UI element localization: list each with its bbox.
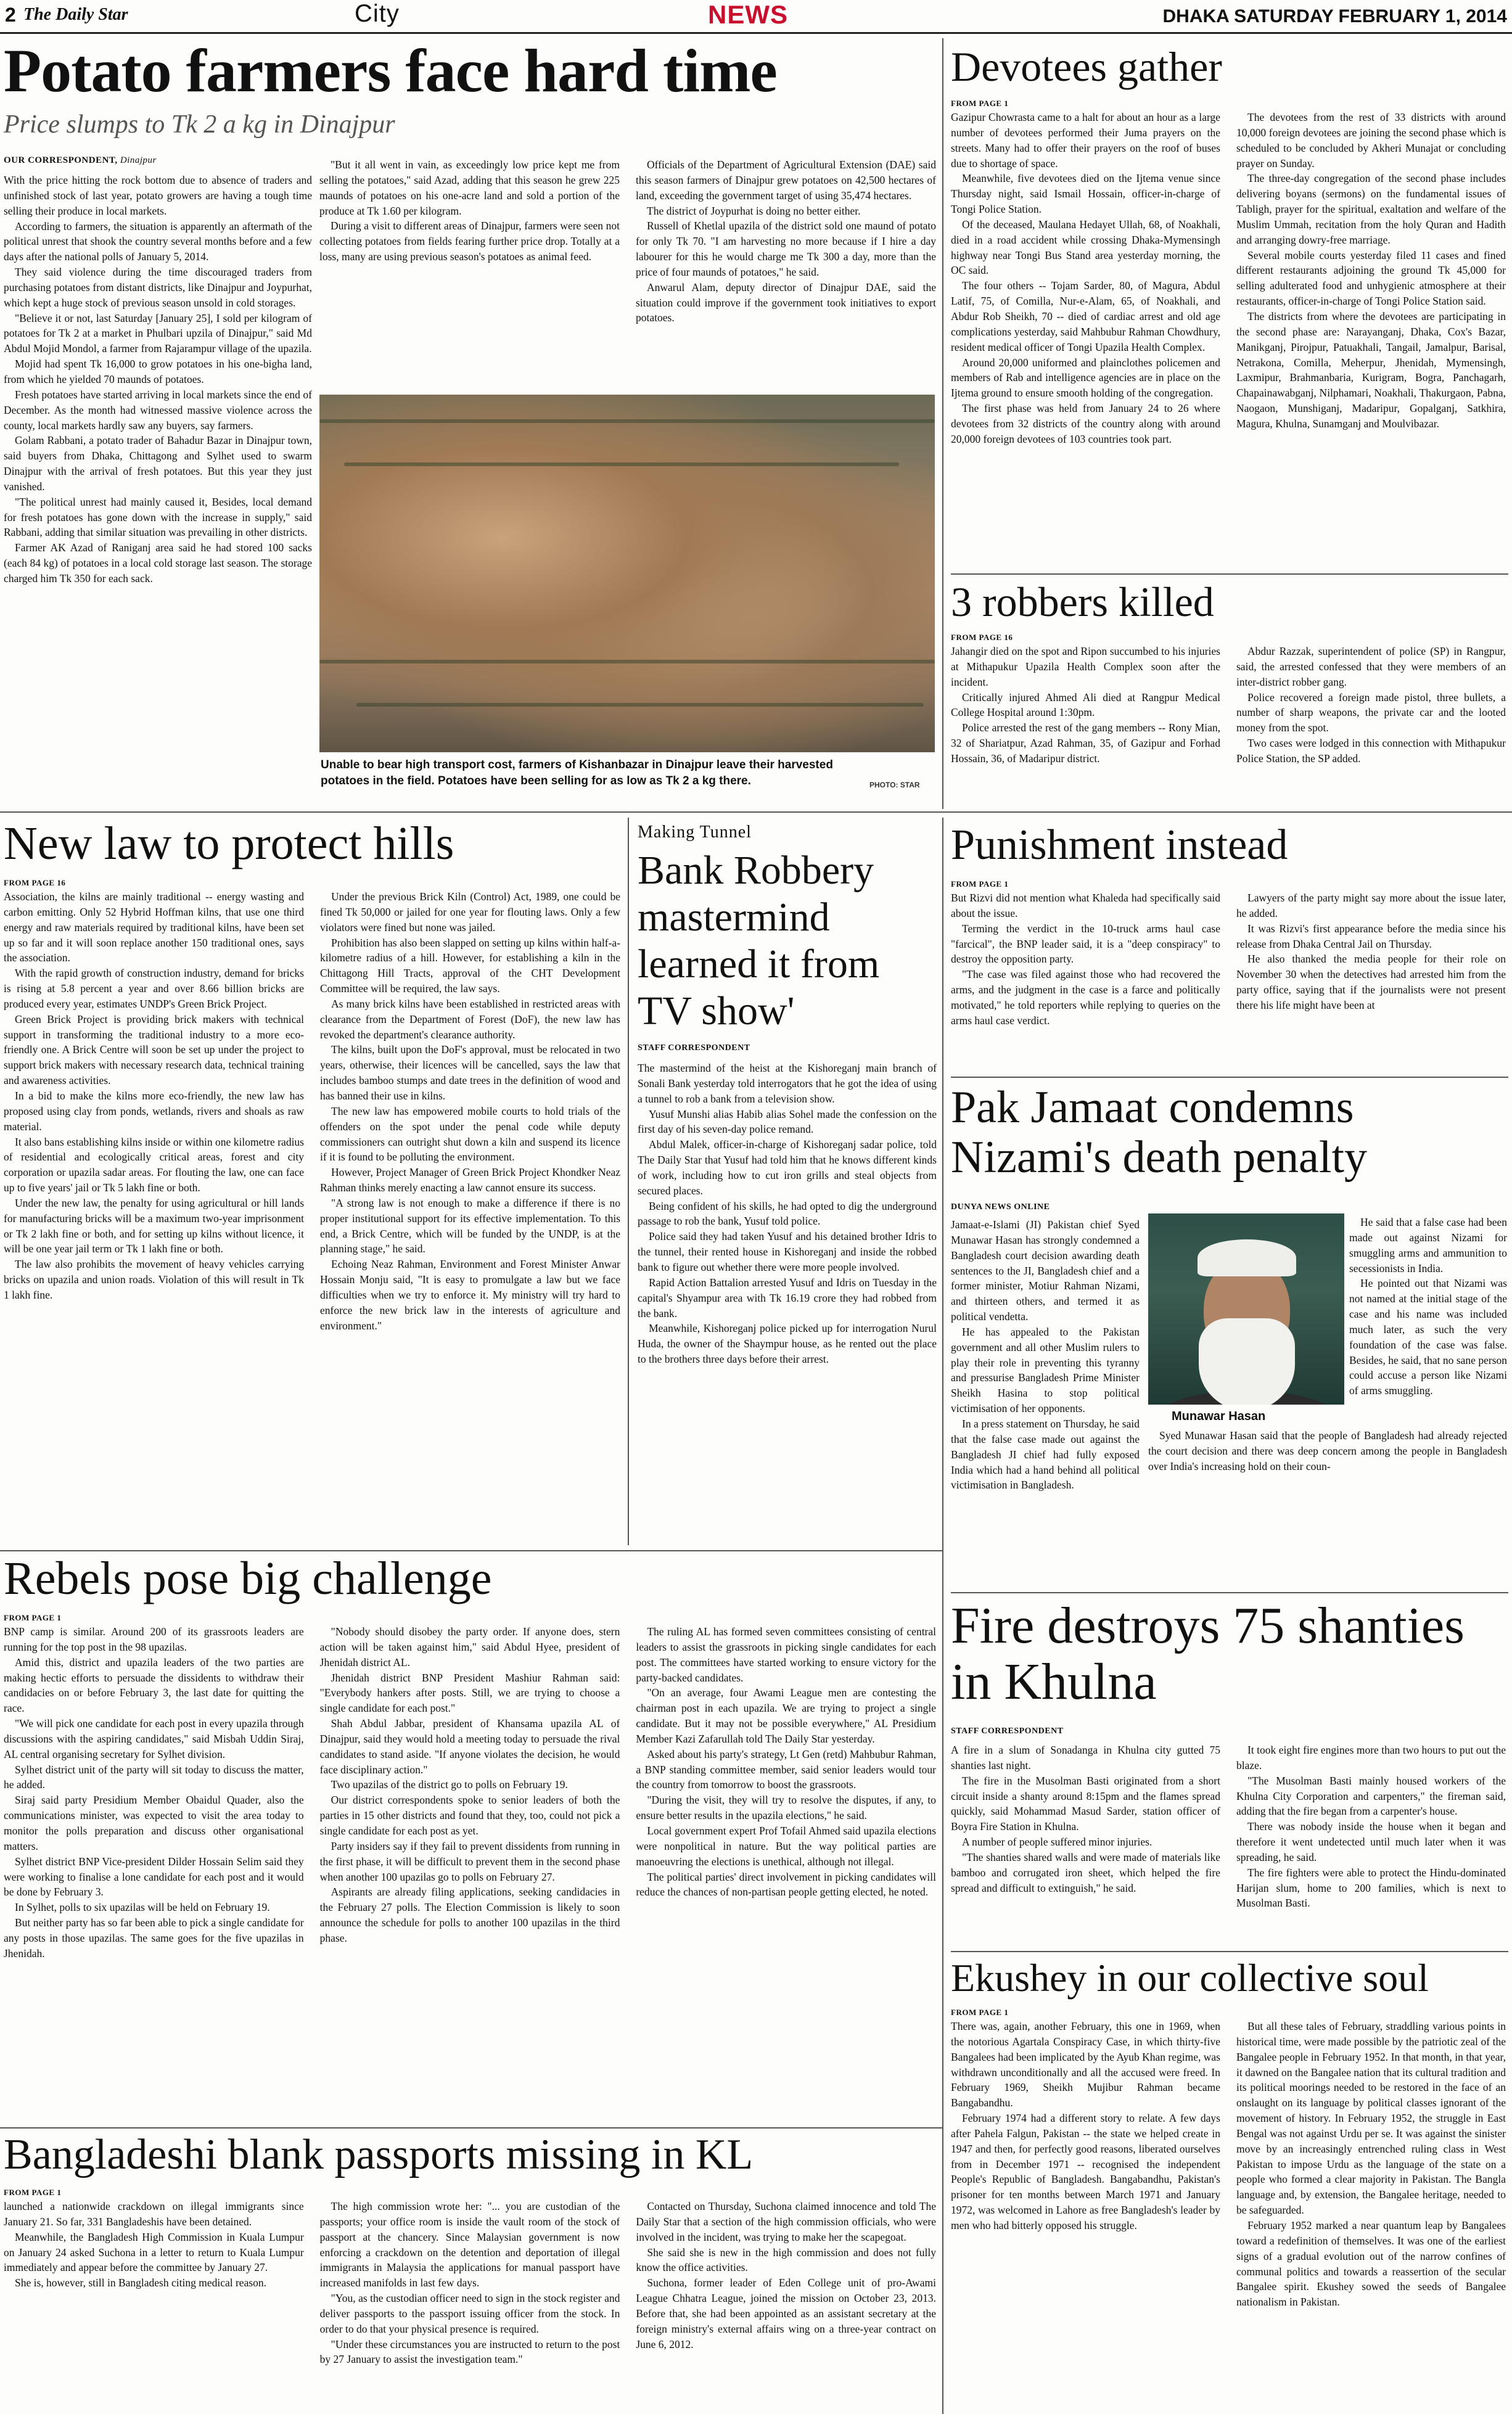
punishment-columns (951, 890, 1506, 1069)
column-rule (628, 818, 629, 1545)
paragraph: He said that a false case had been made out against Nizami for smuggling arms and ammunition to secessionists in India. (1349, 1216, 1507, 1275)
dateline: DHAKA SATURDAY FEBRUARY 1, 2014 (1162, 6, 1507, 27)
paragraph: The political parties' direct involvement in picking candidates will reduce the chances of non-partisan people getting elected, he noted. (636, 1870, 937, 1899)
rebels-columns (4, 1624, 936, 2124)
paragraph: Meanwhile, the Bangladesh High Commission in Kuala Lumpur on January 24 asked Suchona in a letter to return to Kuala Lumpur immediately and appear before the committee by January 27. (4, 2230, 304, 2274)
paragraph: Shah Abdul Jabbar, president of Khansama upazila AL of Dinajpur, said they would hold a meeting today to persuade the rival candidates to stand aside. "If anyone violates the decision, he would face disciplinary action." (319, 1717, 620, 1776)
paragraph: "You, as the custodian officer need to sign in the stock register and deliver passports to the passport issuing officer from the stock. In order to do that your physical presence is required. (319, 2292, 620, 2335)
paragraph: February 1952 marked a near quantum leap by Bangalees toward a redefinition of themselves. It was one of the earliest signs of a gradual evolution out of the narrow confines of communal politics and towards a reassertion of the secular Bangalee spirit. Ekushey sowed the seeds of Bangalee nationalism in Pakistan. (1236, 2219, 1506, 2309)
paragraph: Anwarul Alam, deputy director of Dinajpur DAE, said the situation could improve if the government took initiatives to export potatoes. (636, 281, 936, 324)
paragraph: Jahangir died on the spot and Ripon succumbed to his injuries at Mithapukur Upazila Health Complex soon after the incident. (951, 645, 1220, 688)
paragraph: With the rapid growth of construction industry, demand for bricks is rising at 5.8 percent a year and over 8.66 billion bricks are produced every year, estimates UNDP's Green Brick Project. (4, 967, 304, 1010)
paragraph: Abdul Malek, officer-in-charge of Kishoreganj sadar police, told The Daily Star that Yusuf had told him that he knows different kinds of work, including how to cut iron grills and steal objects from secured places. (638, 1138, 937, 1197)
paragraph: Fresh potatoes have started arriving in local markets since the end of December. As the month had witnessed massive violence across the county, local markets hardly saw any buyers, say farmers. (4, 388, 312, 432)
paragraph: There was, again, another February, this one in 1969, when the notorious Agartala Conspiracy Case, in which thirty-five Bangalees had been implicated by the Ayub Khan regime, was withdrawn unconditionally and all the accused were freed. In February 1969, Sheikh Mujibur Rahman became Bangabandhu. (951, 2020, 1220, 2109)
potato-photo-caption: Unable to bear high transport cost, farmers of Kishanbazar in Dinajpur leave their harvested potatoes in the field. Potatoes have been selling for as low as Tk 2 a kg there. (321, 758, 833, 787)
paragraph: The law also prohibits the movement of heavy vehicles carrying bricks on upazila and union roads. Violation of this will result in Tk 1 lakh fine. (4, 1258, 304, 1301)
field-row (344, 462, 899, 466)
ekushey-col1 (951, 2019, 1220, 2411)
paragraph: February 1974 had a different story to relate. A few days after Pahela Falgun, Pakistan -- the state we helped create in 1947 and then, for perfectly good reasons, liberated ourselves from in December 1971 -- recognised the independent People's Republic of Bangladesh. Bangabandhu, Pakistan's prisoner for ten months between March 1971 and January 1972, was welcomed in Lahore as free Bangladesh's leader by men who had bitterly opposed his struggle. (951, 2112, 1220, 2231)
paragraph: Russell of Khetlal upazila of the district sold one maund of potato for only Tk 70. "I am harvesting no more because if I hire a day labourer for this he would charge me Tk 300 a day, more than the price of four maunds of potatoes," he said. (636, 220, 936, 278)
devotees-columns (951, 110, 1506, 551)
paragraph: Party insiders say if they fail to prevent dissidents from running in the first phase, it will be difficult to prevent them in the second phase when another 100 upazilas go to polls on February 27. (319, 1839, 620, 1883)
rebels-col1 (4, 1624, 304, 2124)
paragraph: Lawyers of the party might say more about the issue later, he added. (1236, 892, 1506, 919)
bank-kicker: Making Tunnel (638, 823, 752, 842)
paragraph: Rapid Action Battalion arrested Yusuf and Idris on Tuesday in the capital's Shyampur area with Tk 16.19 crore they had robbed from the bank. (638, 1276, 937, 1320)
munawar-hasan-photo (1148, 1213, 1344, 1405)
paragraph: Yusuf Munshi alias Habib alias Sohel made the confession on the first day of his seven-day police remand. (638, 1107, 937, 1136)
paragraph: Around 20,000 uniformed and plainclothes policemen and members of Rab and intelligence agencies are in place on the Ijtema ground to ensure smooth holding of the congregation. (951, 356, 1220, 400)
punishment-headline: Punishment instead (951, 821, 1288, 869)
paragraph: Police arrested the rest of the gang members -- Rony Mian, 32 of Shariatpur, Azad Rahman, 35, of Gazipur and Forhad Hossain, 36, of Madaripur district. (951, 721, 1220, 765)
jamaat-photo-caption: Munawar Hasan (1172, 1410, 1266, 1423)
hills-jump: FROM PAGE 16 (4, 878, 66, 887)
article-rule (951, 1951, 1508, 1952)
field-row (356, 703, 924, 707)
paragraph: During a visit to different areas of Dinajpur, farmers were seen not collecting potatoes from fields fearing further price drop. Totally at a loss, many are using previous season's potatoes as animal feed. (319, 220, 620, 263)
section-rule (0, 811, 1512, 813)
fire-columns (951, 1743, 1506, 1946)
paragraph: The ruling AL has formed seven committees consisting of central leaders to assist the grassroots in picking single candidates for each post. The committees have started working to ensure victory for the party-backed candidates. (636, 1625, 937, 1684)
section-tag: NEWS (708, 0, 788, 29)
paragraph: Jhenidah district BNP President Mashiur Rahman said: "Everybody hankers after posts. Still, we are trying to choose a single candidate for each post." (319, 1671, 620, 1715)
paragraph: Meanwhile, five devotees died on the Ijtema venue since Thursday night, said Ismail Hossain, officer-in-charge of Tongi Police Station. (951, 172, 1220, 216)
paragraph: "A strong law is not enough to make a difference if there is no proper institutional support for its effective implementation. To this end, a Brick Centre, which will be funded by the UNDP, is at the planning stage," he said. (320, 1196, 620, 1255)
paragraph: Two cases were lodged in this connection with Mithapukur Police Station, the SP added. (1236, 737, 1506, 765)
paragraph: The high commission wrote her: "... you are custodian of the passports; your office room is inside the vault room of the stock of passport at the chancery. Since Malaysian government is now enforcing a crackdown on the detention and deportation of illegal immigrants in Malaysia the applications for manual passport have increased manifolds in last few days. (319, 2200, 620, 2289)
paragraph: The fire fighters were able to protect the Hindu-dominated Harijan slum, home to 200 families, which is next to Musolman Basti. (1236, 1866, 1506, 1910)
hills-col1 (4, 889, 304, 1543)
fire-byline: STAFF CORRESPONDENT (951, 1726, 1064, 1736)
paper-name: The Daily Star (23, 5, 128, 24)
paragraph: launched a nationwide crackdown on illegal immigrants since January 21. So far, 331 Bangladeshis have been detained. (4, 2200, 304, 2228)
paragraph: The new law has empowered mobile courts to hold trials of the offenders on the spot under the penal code while deputy commissioners can outright shut down a kiln and suspend its licence if it is found to be polluting the environment. (320, 1104, 620, 1164)
robbers-jump: FROM PAGE 16 (951, 633, 1013, 642)
jamaat-col-bottom (1148, 1428, 1507, 1551)
ekushey-headline: Ekushey in our collective soul (951, 1956, 1429, 2000)
ekushey-jump: FROM PAGE 1 (951, 2008, 1009, 2017)
paragraph: "The Musolman Basti mainly housed workers of the Khulna City Corporation and carpenters," the fireman said, adding that the fire began from a carpenter's house. (1236, 1774, 1506, 1818)
paragraph: Sylhet district BNP Vice-president Dilder Hossain Selim said they were working to finalise a lone candidate for each post and it would be done by February 3. (4, 1855, 304, 1899)
paragraph: She is, however, still in Bangladesh citing medical reason. (15, 2276, 267, 2289)
byline-text: OUR CORRESPONDENT, (4, 155, 118, 165)
paragraph: Aspirants are already filing applications, seeking candidacies in the February 27 polls. The Election Commission is likely to soon announce the schedule for polls to another 100 upazilas in the third phase. (319, 1886, 620, 1944)
passports-columns (4, 2199, 936, 2411)
paragraph: Critically injured Ahmed Ali died at Rangpur Medical College Hospital around 1:30pm. (951, 691, 1220, 719)
column-rule (942, 818, 943, 2414)
robbers-col2 (1236, 644, 1506, 801)
paragraph: Officials of the Department of Agricultural Extension (DAE) said this season farmers of Dinajpur grew potatoes on 42,500 hectares of land, exceeding the government target of using 35,474 hectares. (636, 158, 936, 202)
paragraph: Prohibition has also been slapped on setting up kilns within half-a-kilometre radius of a hill. However, for establishing a kiln in the Chittagong Hill Tracts, approval of the CHT Development Committee will be required, the law says. (320, 936, 620, 995)
paragraph: Gazipur Chowrasta came to a halt for about an hour as a large number of devotees performed their Juma prayers on the streets. Many had to offer their prayers on the roof of buses due to shortage of space. (951, 111, 1220, 170)
paragraph: As many brick kilns have been established in restricted areas with clearance from the Department of Forest (DoF), the new law has revoked the department's clearance authority. (320, 997, 620, 1041)
ekushey-col2 (1236, 2019, 1506, 2411)
paragraph: She said she is new in the high commission and does not fully know the office activities. (636, 2246, 937, 2274)
paragraph: "The political unrest had mainly caused it, Besides, local demand for fresh potatoes has gone down with the increase in supply," said Rabbani, adding that similar situation was prevailing in other districts. (4, 495, 312, 539)
devotees-col2 (1236, 110, 1506, 551)
article-rule (951, 573, 1508, 575)
jamaat-headline: Pak Jamaat condemns Nizami's death penalty (951, 1082, 1367, 1183)
paragraph: It took eight fire engines more than two hours to put out the blaze. (1236, 1744, 1506, 1771)
paragraph: He has appealed to the Pakistan government and all other Muslim rulers to play their role in preventing this tyranny and pressurise Bangladesh Prime Minister Sheikh Hasina to stop political victimisation of her opponents. (951, 1325, 1140, 1415)
paragraph: Police said they had taken Yusuf and his detained brother Idris to the tunnel, their rented house in Kishoreganj and inside the robbed bank to figure out whether there were more people involved. (638, 1230, 937, 1273)
paragraph: It was Rizvi's first appearance before the media since his release from Dhaka Central Jail on Thursday. (1236, 922, 1506, 950)
rebels-col2 (320, 1624, 620, 2124)
potato-byline (4, 155, 157, 166)
jamaat-col-right (1349, 1215, 1507, 1412)
paragraph: But Rizvi did not mention what Khaleda had specifically said about the issue. (951, 892, 1220, 919)
paragraph: In Sylhet, polls to six upazilas will be held on February 19. (15, 1901, 270, 1914)
paragraph: The mastermind of the heist at the Kishoreganj main branch of Sonali Bank yesterday told interrogators that he got the idea of using a tunnel to rob a bank from a television show. (638, 1062, 937, 1105)
paragraph: Farmer AK Azad of Raniganj area said he had stored 100 sacks (each 84 kg) of potatoes in a local cold storage last season. The storage charged him Tk 350 for each sack. (4, 541, 312, 585)
potato-deck: Price slumps to Tk 2 a kg in Dinajpur (4, 110, 395, 139)
paragraph: The kilns, built upon the DoF's approval, must be relocated in two years, otherwise, their licences will be cancelled, says the law that includes bamboo stumps and date trees in the definition of wood and has banned their use in kilns. (320, 1043, 620, 1102)
potato-body-col3 (636, 157, 936, 392)
paragraph: "But it all went in vain, as exceedingly low price kept me from selling the potatoes," said Azad, adding that this season he grew 225 maunds of potatoes on his one-acre land and sold a portion of the produce at Tk 1.60 per kilogram. (319, 158, 620, 217)
paragraph: With the price hitting the rock bottom due to absence of traders and unfinished stock of last year, potato growers are having a tough time selling their produce in local markets. (4, 174, 312, 217)
passports-col1 (4, 2199, 304, 2411)
fire-headline: Fire destroys 75 shanties in Khulna (951, 1597, 1465, 1710)
article-rule (951, 1077, 1508, 1078)
paragraph: Police recovered a foreign made pistol, three bullets, a number of sharp weapons, the private car and the looted money from the spot. (1236, 691, 1506, 734)
section-rule (0, 1550, 942, 1551)
punishment-col2 (1236, 890, 1506, 1069)
punishment-col1 (951, 890, 1220, 1069)
paragraph: Abdur Razzak, superintendent of police (SP) in Rangpur, said, the arrested confessed that they were members of an inter-district robber gang. (1236, 645, 1506, 688)
paragraph: He also thanked the media people for their role on November 30 when the detectives had arrested him from the party office, saying that if the journalists were not present there his life might have been at (1236, 953, 1506, 1011)
rebels-jump: FROM PAGE 1 (4, 1613, 62, 1622)
paragraph: Under the new law, the penalty for using agricultural or hill lands for manufacturing bricks will be a maximum two-year imprisonment or Tk 2 lakh fine or both, and for setting up kilns without licence, it will be one year jail term or Tk 1 lakh fine or both. (4, 1196, 304, 1255)
punishment-jump: FROM PAGE 1 (951, 879, 1009, 889)
byline-location: Dinajpur (120, 155, 157, 165)
section-rule (0, 2127, 942, 2129)
jamaat-col1 (951, 1217, 1140, 1550)
paragraph: "Nobody should disobey the party order. If anyone does, stern action will be taken against him," said Abdul Hyee, president of Jhenidah district AL. (319, 1625, 620, 1669)
jamaat-col3 (1148, 1428, 1507, 1551)
robbers-col1 (951, 644, 1220, 801)
devotees-jump: FROM PAGE 1 (951, 99, 1009, 108)
paragraph: In a press statement on Thursday, he said that the false case made out against the Bangladesh JI chief had fully exposed India which had a hand behind all political victimisation in Bangladesh. (951, 1417, 1140, 1492)
paragraph: The devotees from the rest of 33 districts with around 10,000 foreign devotees are joining the second phase which is scheduled to be concluded by Akheri Munajat or concluding prayer on Sunday. (1236, 111, 1506, 170)
passports-jump: FROM PAGE 1 (4, 2188, 62, 2197)
paragraph: Siraj said party Presidium Member Obaidul Quader, also the communications minister, was expected to visit the area today to monitor the polls preparation and discuss other organisational matters. (4, 1794, 304, 1852)
masthead (0, 0, 1512, 34)
paragraph: Sylhet district unit of the party will sit today to discuss the matter, he added. (4, 1763, 304, 1791)
paragraph: The first phase was held from January 24 to 26 where devotees from 32 districts of the country along with around 20,000 foreign devotees of 103 countries took part. (951, 402, 1220, 445)
fire-col1 (951, 1743, 1220, 1946)
paragraph: The three-day congregation of the second phase includes delivering boyans (sermons) on the fundamental issues of Tabligh, prayer for the spiritual, exaltation and welfare of the Muslim Ummah, recitation from the holy Quran and Hadith and arranging dowry-free marriage. (1236, 172, 1506, 246)
passports-col2 (320, 2199, 620, 2411)
potato-cols-upper (319, 157, 936, 392)
bank-columns (638, 1061, 937, 1548)
rebels-headline: Rebels pose big challenge (4, 1553, 492, 1604)
paragraph: Association, the kilns are mainly traditional -- energy wasting and carbon emitting. Only 52 Hybrid Hoffman kilns, that use one third energy and raw materials required by traditional kilns, have been set up so far and it will soon replace another 150 traditional ones, says the association. (4, 890, 304, 964)
page-number: 2 (5, 4, 16, 26)
column-rule (942, 38, 943, 809)
paragraph: But all these tales of February, straddling various points in historical time, were made possible by the patriotic zeal of the Bangalee people in February 1952. In that month, in that year, it dawned on the Bangalee nation that its cultural tradition and its political moorings needed to be restored in the face of an onslaught on its language by political classes ignorant of the movement of history. In February 1952, the struggle in East Bengal was not against Urdu per se. It was against the sinister move by an increasingly entrenched ruling class in West Pakistan to impose Urdu as the language of the state on a people who formed a clear majority in Pakistan. The Bangla language and, by extension, the Bangalee heritage, needed to be safeguarded. (1236, 2020, 1506, 2217)
paragraph: Several mobile courts yesterday filed 11 cases and fined different restaurants adjoining the ground Tk 45,000 for selling adulterated food and unhygienic atmosphere at their restaurants, officer-in-charge of Tongi Police Station said. (1236, 248, 1506, 308)
paragraph: Jamaat-e-Islami (JI) Pakistan chief Syed Munawar Hasan has strongly condemned a Bangladesh court decision awarding death sentences to the JI, Bangladesh chief and a former minister, Motiur Rahman Nizami, and thirteen others, and termed it as political vendetta. (951, 1218, 1140, 1323)
potato-body-col1 (4, 173, 312, 795)
field-row (319, 419, 935, 423)
paragraph: The districts from where the devotees are participating in the second phase are: Narayanganj, Dhaka, Cox's Bazar, Manikganj, Pirojpur, Patuakhali, Tangail, Jamalpur, Barisal, Netrakona, Comilla, Meherpur, Jhenidah, Mymensingh, Laxmipur, Brahmanbaria, Kurigram, Bogra, Panchagarh, Chapainawabganj, Nilphamari, Noakhali, Thakurgaon, Pabna, Naogaon, Munshiganj, Madaripur, Gopalganj, Satkhira, Magura, Khulna, Sunamganj and Moulvibazar. (1236, 310, 1506, 430)
paragraph: However, Project Manager of Green Brick Project Khondker Neaz Rahman thinks merely enacting a law cannot ensure its success. (320, 1166, 620, 1194)
fire-col2 (1236, 1743, 1506, 1946)
paragraph: Amid this, district and upazila leaders of the two parties are making hectic efforts to persuade the dissidents to withdraw their candidacies on or before February 3, the last date for quitting the race. (4, 1656, 304, 1715)
paragraph: Terming the verdict in the 10-truck arms haul case "farcical", the BNP leader said, it is a "deep conspiracy" to destroy the opposition party. (951, 922, 1220, 966)
passports-col3 (636, 2199, 936, 2411)
rebels-col3 (636, 1624, 936, 2124)
paragraph: There was nobody inside the house when it began and therefore it went undetected until much later when it was spreading, he said. (1236, 1820, 1506, 1863)
paragraph: Contacted on Thursday, Suchona claimed innocence and told The Daily Star that a section of the high commission officials, who were involved in the incident, was trying to make her the scapegoat. (636, 2200, 937, 2243)
paragraph: Suchona, former leader of Eden College unit of pro-Awami League Chhatra League, joined the mission on October 23, 2013. Before that, she had been appointed as an assistant secretary at the foreign ministry's external affairs wing on a three-year contract on June 6, 2012. (636, 2276, 937, 2350)
hills-headline: New law to protect hills (4, 818, 454, 869)
photo-beard (1199, 1318, 1295, 1405)
paragraph: The four others -- Tojam Sarder, 80, of Magura, Abdul Latif, 75, of Comilla, Nur-e-Alam, 65, of Noakhali, and Abdur Rob Sheikh, 70 -- died of cardiac arrest and old age complications yesterday, said Mahbubur Rahman Chowdhury, resident medical officer of Tongi Upazila Health Complex. (951, 279, 1220, 353)
paragraph: "The case was filed against those who had recovered the arms, and the judgment in the case is a farce and politically motivated," he told reporters while replying to queries on the arms haul case verdict. (951, 968, 1220, 1027)
photo-cap (1198, 1239, 1296, 1276)
paragraph: In a bid to make the kilns more eco-friendly, the new law has proposed using clay from ponds, wetlands, rivers and shoals as raw material. (4, 1089, 304, 1133)
paragraph: Golam Rabbani, a potato trader of Bahadur Bazar in Dinajpur town, said buyers from Dhaka, Chittagong and Sylhet used to swarm Dinajpur with the arrival of fresh potatoes. But this year they just vanished. (4, 434, 312, 493)
robbers-headline: 3 robbers killed (951, 578, 1214, 625)
devotees-headline: Devotees gather (951, 43, 1222, 90)
paragraph: According to farmers, the situation is apparently an aftermath of the political unrest that shook the country several months before and a few days after the national polls of January 5, 2014. (4, 220, 312, 263)
paragraph: BNP camp is similar. Around 200 of its grassroots leaders are running for the top post in the 98 upazilas. (4, 1625, 304, 1653)
jamaat-col2 (1349, 1215, 1507, 1412)
paragraph: "Under these circumstances you are instructed to return to the post by 27 January to assist the investigation team." (319, 2338, 620, 2366)
paragraph: They said violence during the time discouraged traders from purchasing potatoes from distant districts, like Dinajpur and Joypurhat, which kept a huge stock of previous season unsold in cold storages. (4, 266, 312, 309)
paragraph: Asked about his party's strategy, Lt Gen (retd) Mahbubur Rahman, a BNP standing committee member, said senior leaders would tour the country from tomorrow to boost the grassroots. (636, 1747, 937, 1791)
devotees-col1 (951, 110, 1220, 551)
paragraph: It also bans establishing kilns inside or within one kilometre radius of residential and ecologically critical areas, forest and city corporation or upazila sadar areas. For flouting the law, one can face up to five years' jail or Tk 5 lakh fine or both. (4, 1135, 304, 1194)
paragraph: A fire in a slum of Sonadanga in Khulna city gutted 75 shanties last night. (951, 1744, 1220, 1771)
robbers-columns (951, 644, 1506, 801)
paragraph: The fire in the Musolman Basti originated from a short circuit inside a shanty around 8:15pm and the flames spread quickly, said Mohammad Masud Sarder, station officer of Boyra Fire Station in Khulna. (951, 1774, 1220, 1833)
jamaat-byline: DUNYA NEWS ONLINE (951, 1202, 1050, 1212)
paragraph: Our district correspondents spoke to senior leaders of both the parties in 15 other districts and found that they, too, could not pick a single candidate for each post as yet. (319, 1794, 620, 1837)
paragraph: Echoing Neaz Rahman, Environment and Forest Minister Anwar Hossain Monju said, "It is easy to promulgate a law but we face difficulties when we try to enforce it. My ministry will try hard to enforce the new brick law in the interests of agriculture and environment." (320, 1258, 620, 1332)
paragraph: Mojid had spent Tk 16,000 to grow potatoes in his one-bigha land, from which he yielded 70 maunds of potatoes. (4, 358, 312, 385)
paragraph: The district of Joypurhat is doing no better either. (647, 204, 861, 217)
potato-body-col2 (319, 157, 620, 392)
bank-col1 (638, 1061, 937, 1548)
potato-headline: Potato farmers face hard time (4, 36, 777, 105)
paragraph: "The shanties shared walls and were made of materials like bamboo and corrugated iron sheet, which helped the fire spread and difficult to extinguish," he said. (951, 1850, 1220, 1894)
paragraph: Green Brick Project is providing brick makers with technical support in transforming the traditional industry to a more eco-friendly one. A Brick Centre will soon be set up under the project to support brick makers with necessary research data, technical training and awareness activities. (4, 1012, 304, 1087)
ekushey-columns (951, 2019, 1506, 2411)
paragraph: Under the previous Brick Kiln (Control) Act, 1989, one could be fined Tk 50,000 or jailed for one year for flouting laws. Only a few violators were fined but none was jailed. (320, 890, 620, 934)
paragraph: Local government expert Prof Tofail Ahmed said upazila elections were nonpolitical in nature. But the way political parties are manoeuvring the elections is unethical, although not illegal. (636, 1824, 937, 1868)
field-row (319, 660, 935, 663)
paragraph: Syed Munawar Hasan said that the people of Bangladesh had already rejected the court decision and there was deep concern among the people in Bangladesh over India's increasing hold on their coun- (1148, 1429, 1507, 1472)
paragraph: Meanwhile, Kishoreganj police picked up for interrogation Nurul Huda, the owner of the Shaympur house, as he rented out the place to the brothers three days before their arrest. (638, 1322, 937, 1366)
passports-headline: Bangladeshi blank passports missing in KL (4, 2131, 754, 2178)
paragraph: Being confident of his skills, he had opted to dig the underground passage to rob the bank, Yusuf told police. (638, 1199, 937, 1228)
paragraph: "On an average, four Awami League men are contesting the chairman post in each upazila. We are trying to project a single candidate. But it may not be possible everywhere," AL Presidium Member Kazi Zafarullah told The Daily Star yesterday. (636, 1686, 937, 1745)
paragraph: But neither party has so far been able to pick a single candidate for any posts in those upazilas. The same goes for the five upazilas in Jhenidah. (4, 1916, 304, 1960)
article-rule (951, 1592, 1508, 1593)
paragraph: He pointed out that Nizami was not named at the initial stage of the case and his name was included much later, as such the very foundation of the case was false. Besides, he said, that no sane person could accuse a person like Nizami of arms smuggling. (1349, 1277, 1507, 1397)
paragraph: Two upazilas of the district go to polls on February 19. (331, 1778, 568, 1791)
bank-headline: Bank Robbery mastermind learned it from TV show' (638, 848, 880, 1033)
hills-columns (4, 889, 620, 1543)
paragraph: A number of people suffered minor injuries. (962, 1836, 1152, 1849)
paragraph: "Believe it or not, last Saturday [January 25], I sold per kilogram of potatoes for Tk 2 at a market in Phulbari upzila of Dinajpur," said Md Abdul Mojid Mondol, a farmer from Rajarampur village of the upazila. (4, 311, 312, 355)
hills-col2 (320, 889, 620, 1543)
potato-photo-credit: PHOTO: STAR (869, 781, 920, 789)
bank-byline: STAFF CORRESPONDENT (638, 1043, 750, 1053)
potato-col-1 (4, 173, 312, 795)
paragraph: Of the deceased, Maulana Hedayet Ullah, 68, of Noakhali, died in a road accident while crossing Dhaka-Mymensingh highway near Tongi Bus Stand area yesterday morning, the OC said. (951, 218, 1220, 277)
paragraph: "We will pick one candidate for each post in every upazila through discussions with the aspiring candidates," said Misbah Uddin Siraj, AL central organising secretary for Sylhet division. (4, 1717, 304, 1760)
jamaat-col-left (951, 1217, 1140, 1550)
paragraph: "During the visit, they will try to resolve the disputes, if any, to ensure better results in the upazila elections," he said. (636, 1794, 937, 1822)
section-name: City (355, 0, 400, 27)
potato-field-photo (319, 395, 935, 752)
